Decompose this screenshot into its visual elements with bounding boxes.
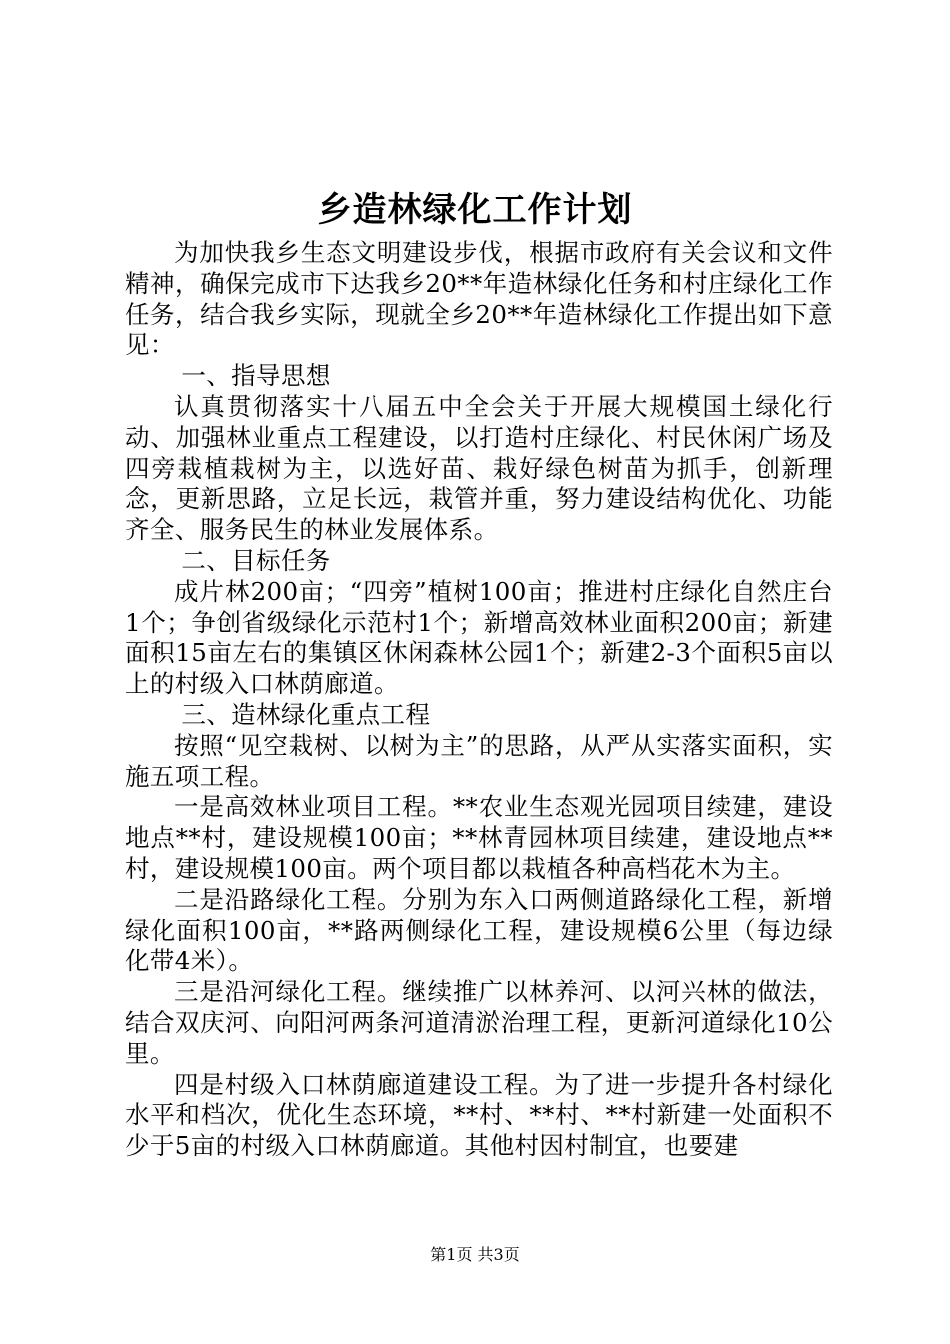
document-body xyxy=(125,238,833,1162)
key-projects-intro-paragraph: 按照“见空栽树、以树为主”的思路，从严从实落实面积，实施五项工程。 xyxy=(125,730,833,791)
project-four-paragraph: 四是村级入口林荫廊道建设工程。为了进一步提升各村绿化水平和档次，优化生态环境，**村、**村、**村新建一处面积不少于5亩的村级入口林荫廊道。其他村因村制宜，也要建 xyxy=(125,1069,833,1161)
page-footer: 第1页 共3页 xyxy=(430,1245,520,1264)
targets-paragraph: 成片林200亩；“四旁”植树100亩；推进村庄绿化自然庄台1个；争创省级绿化示范村1个；新增高效林业面积200亩；新建面积15亩左右的集镇区休闲森林公园1个；新建2-3个面积5亩以上的村级入口林荫廊道。 xyxy=(125,576,833,699)
document-title: 乡造林绿化工作计划 xyxy=(317,190,633,230)
project-two-paragraph: 二是沿路绿化工程。分别为东入口两侧道路绿化工程，新增绿化面积100亩，**路两侧绿化工程，建设规模6公里（每边绿化带4米）。 xyxy=(125,884,833,976)
section-heading-targets: 二、目标任务 xyxy=(181,545,331,575)
project-three-paragraph: 三是沿河绿化工程。继续推广以林养河、以河兴林的做法，结合双庆河、向阳河两条河道清淤治理工程，更新河道绿化10公里。 xyxy=(125,977,833,1068)
section-heading-key-projects: 三、造林绿化重点工程 xyxy=(181,699,431,729)
project-one-paragraph: 一是高效林业项目工程。**农业生态观光园项目续建，建设地点**村，建设规模100亩；**林青园林项目续建，建设地点**村，建设规模100亩。两个项目都以栽植各种高档花木为主。 xyxy=(125,792,833,883)
guiding-ideology-paragraph: 认真贯彻落实十八届五中全会关于开展大规模国土绿化行动、加强林业重点工程建设，以打造村庄绿化、村民休闲广场及四旁栽植栽树为主，以选好苗、栽好绿色树苗为抓手，创新理念，更新思路，立足长远，栽管并重，努力建设结构优化、功能齐全、服务民生的林业发展体系。 xyxy=(125,391,833,545)
intro-paragraph: 为加快我乡生态文明建设步伐，根据市政府有关会议和文件精神，确保完成市下达我乡20**年造林绿化任务和村庄绿化工作任务，结合我乡实际，现就全乡20**年造林绿化工作提出如下意见： xyxy=(125,238,833,360)
section-heading-guiding-ideology: 一、指导思想 xyxy=(181,361,331,391)
